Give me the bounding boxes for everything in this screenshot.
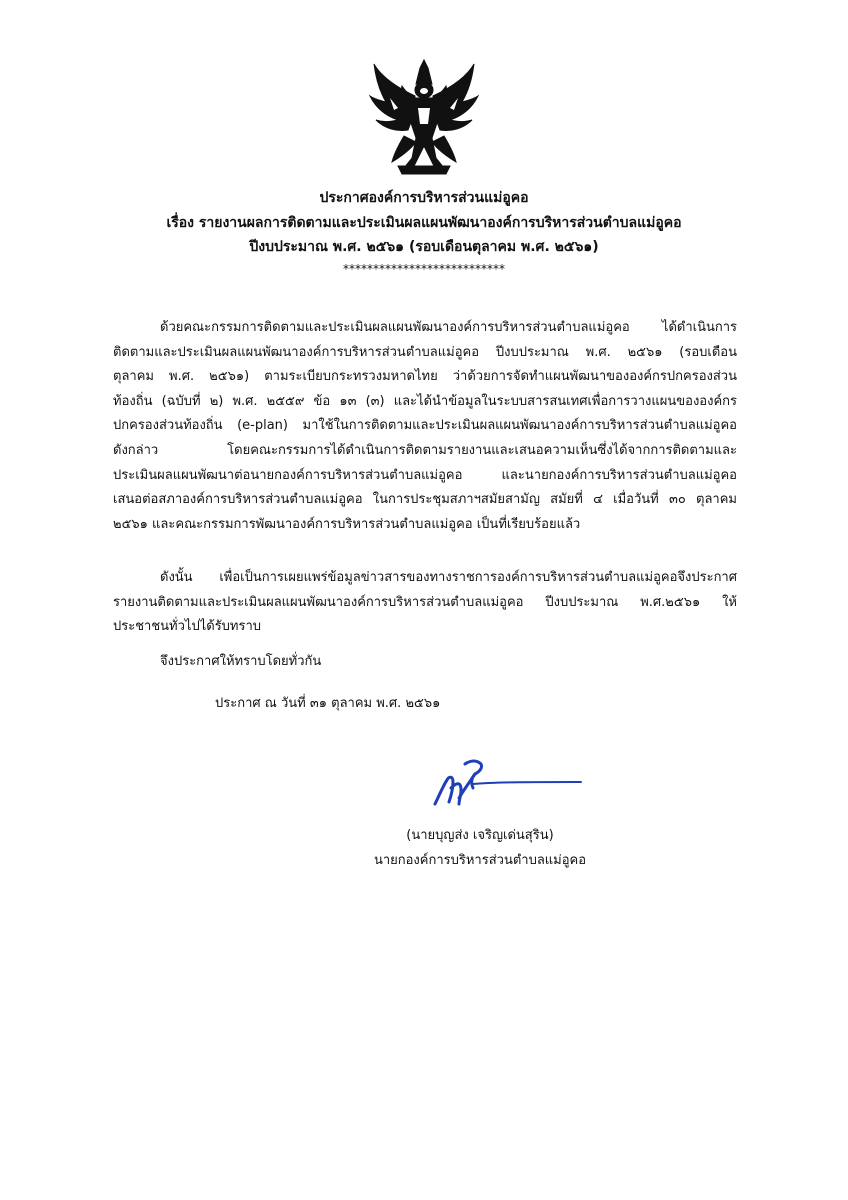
announcement-issuer: ประกาศองค์การบริหารส่วนแม่อูคอ — [319, 190, 529, 206]
signer-name: (นายบุญส่ง เจริญเด่นสุริน) — [406, 828, 554, 843]
body-paragraph-2 — [113, 566, 737, 640]
paragraph-line: ๒๕๖๑ และคณะกรรมการพัฒนาองค์การบริหารส่วนตำบลแม่อูคอ เป็นที่เรียบร้อยแล้ว — [113, 516, 581, 532]
closing-statement: จึงประกาศให้ทราบโดยทั่วกัน — [160, 654, 322, 669]
paragraph-line: ประชาชนทั่วไปได้รับทราบ — [113, 619, 262, 635]
announcement-subject: เรื่อง รายงานผลการติดตามและประเมินผลแผนพัฒนาองค์การบริหารส่วนตำบลแม่อูคอ — [166, 215, 682, 231]
signer-title: นายกองค์การบริหารส่วนตำบลแม่อูคอ — [373, 853, 587, 868]
announcement-fiscal-year: ปีงบประมาณ พ.ศ. ๒๕๖๑ (รอบเดือนตุลาคม พ.ศ. ๒๕๖๑) — [249, 239, 599, 255]
paragraph-line: รายงานติดตามและประเมินผลแผนพัฒนาองค์การบริหารส่วนตำบลแม่อูคอ ปีงบประมาณ พ.ศ.๒๕๖๑ ให้ — [113, 594, 737, 610]
announcement-date: ประกาศ ณ วันที่ ๓๑ ตุลาคม พ.ศ. ๒๕๖๑ — [215, 696, 441, 711]
paragraph-line: ดังกล่าว โดยคณะกรรมการได้ดำเนินการติดตามรายงานและเสนอความเห็นซึ่งได้จากการติดตามและ — [113, 442, 737, 458]
paragraph-line: ดังนั้น เพื่อเป็นการเผยแพร่ข้อมูลข่าวสารของทางราชการองค์การบริหารส่วนตำบลแม่อูคอจึงประกาศ — [160, 570, 737, 585]
paragraph-line: ปกครองส่วนท้องถิ่น (e-plan) มาใช้ในการติดตามและประเมินผลแผนพัฒนาองค์การบริหารส่วนตำบลแม่อูคอ — [113, 418, 737, 434]
header-separator: *************************** — [343, 262, 505, 276]
paragraph-line: ประเมินผลแผนพัฒนาต่อนายกองค์การบริหารส่วนตำบลแม่อูคอ และนายกองค์การบริหารส่วนตำบลแม่อูคอ — [113, 467, 737, 483]
paragraph-line: ตุลาคม พ.ศ. ๒๕๖๑) ตามระเบียบกระทรวงมหาดไทย ว่าด้วยการจัดทำแผนพัฒนาขององค์กรปกครองส่วน — [113, 369, 737, 385]
handwritten-signature — [425, 752, 585, 812]
garuda-emblem-icon — [368, 58, 480, 176]
paragraph-line: ด้วยคณะกรรมการติดตามและประเมินผลแผนพัฒนาองค์การบริหารส่วนตำบลแม่อูคอ ได้ดำเนินการ — [160, 320, 737, 335]
paragraph-line: ท้องถิ่น (ฉบับที่ ๒) พ.ศ. ๒๕๕๙ ข้อ ๑๓ (๓) และได้นำข้อมูลในระบบสารสนเทศเพื่อการวางแผนขององค์กร — [113, 393, 737, 409]
paragraph-line: เสนอต่อสภาองค์การบริหารส่วนตำบลแม่อูคอ ในการประชุมสภาฯสมัยสามัญ สมัยที่ ๔ เมื่อวันที่ ๓๐ ตุลาคม — [113, 492, 737, 508]
paragraph-line: ติดตามและประเมินผลแผนพัฒนาองค์การบริหารส่วนตำบลแม่อูคอ ปีงบประมาณ พ.ศ. ๒๕๖๑ (รอบเดือน — [113, 344, 737, 360]
body-paragraph-1 — [113, 316, 737, 537]
